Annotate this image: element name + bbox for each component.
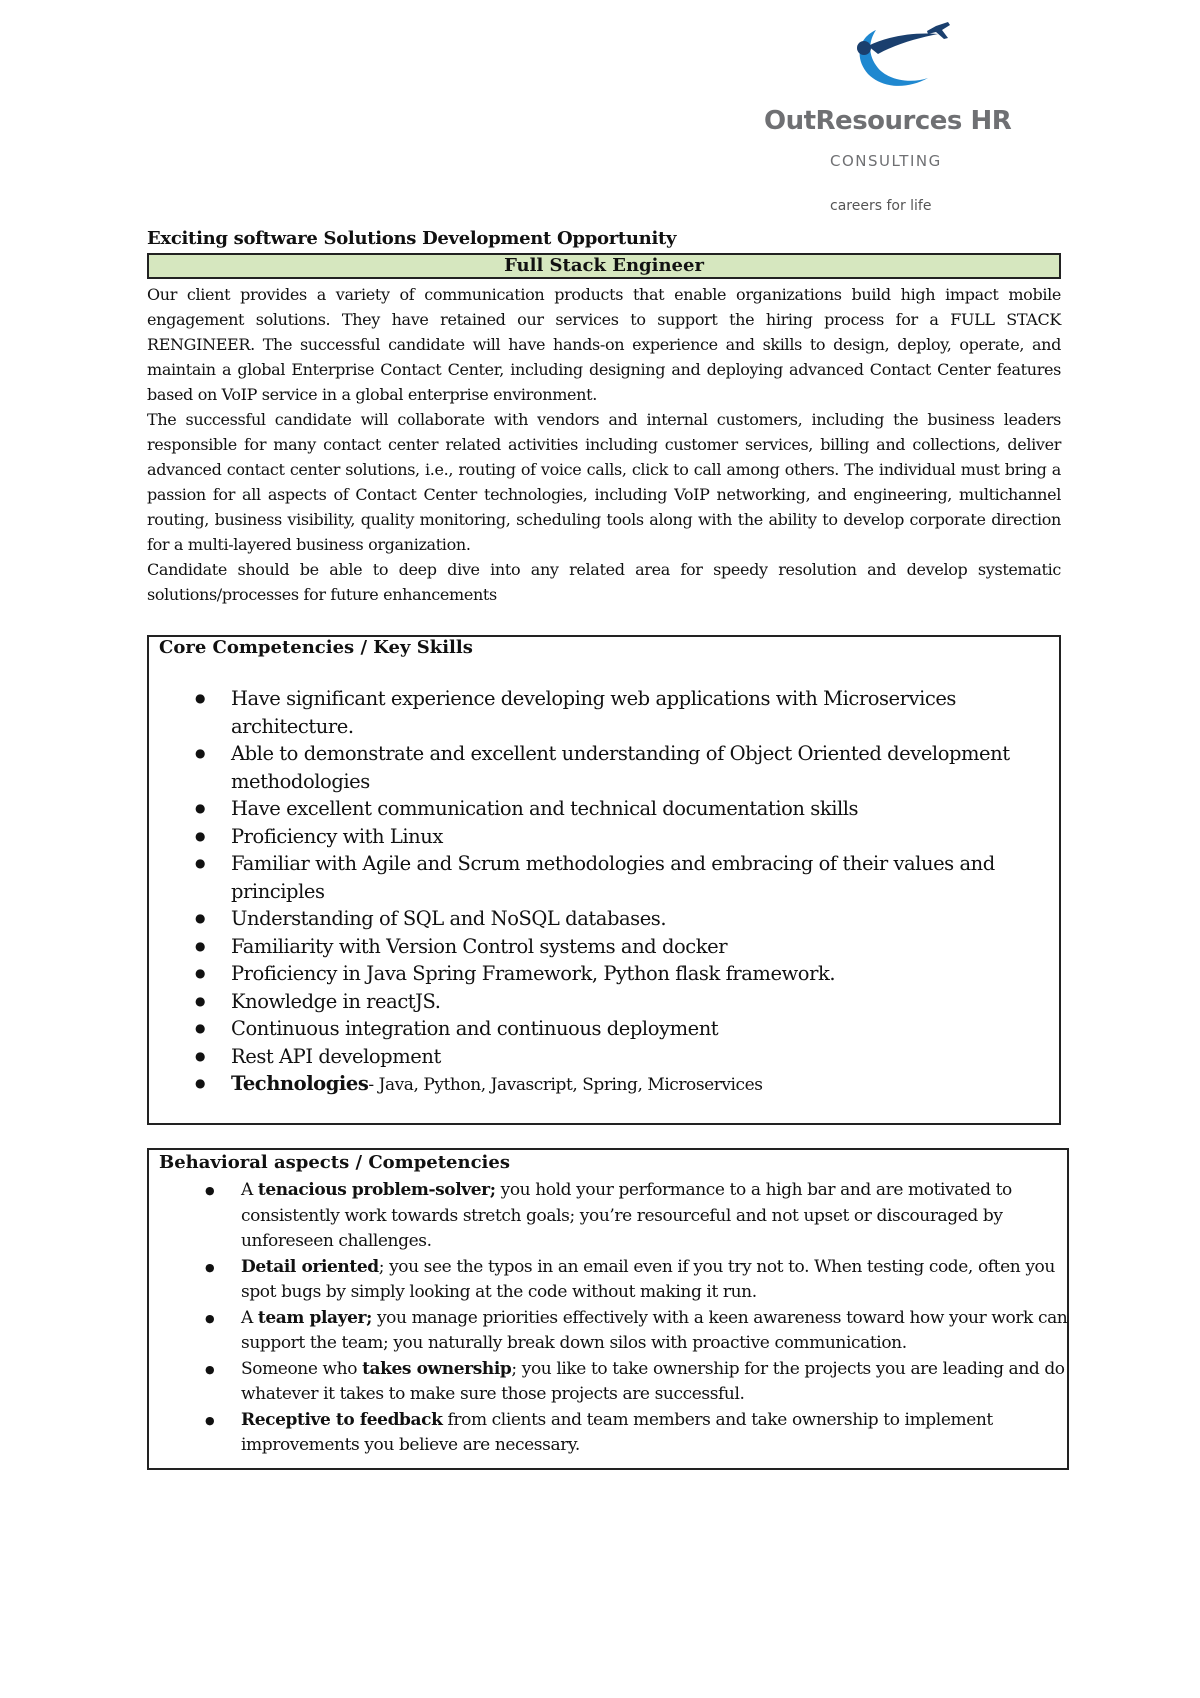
- list-item: [241, 1408, 1071, 1459]
- list-item-technologies: [231, 1070, 1031, 1100]
- core-competencies-box: [147, 635, 1061, 1125]
- item-highlight: takes ownership: [362, 1358, 512, 1379]
- technologies-label: Technologies: [231, 1072, 369, 1095]
- intro-paragraph-3: Candidate should be able to deep dive into any related area for speedy resolution and develop systematic solutions/processes for future enhancements: [147, 560, 1061, 604]
- item-prefix: A: [241, 1180, 258, 1200]
- intro-paragraph-2: The successful candidate will collaborate with vendors and internal customers, including the business leaders responsible for many contact center related activities including customer services, billing and collections, deliver advanced contact center solutions, i.e., routing of voice calls, click to call among others. The individual must bring a passion for all aspects of Contact Center technologies, including VoIP networking, and engineering, multichannel routing, business visibility, quality monitoring, scheduling tools along with the ability to develop corporate direction for a multi-layered business organization.: [147, 410, 1061, 554]
- list-item: ● Understanding of SQL and NoSQL databases.: [231, 905, 1031, 933]
- item-text: ; you see the typos in an email even if you try not to. When testing code, often you spot bugs by simply looking at the code without making it run.: [241, 1256, 1055, 1302]
- technologies-value: - Java, Python, Javascript, Spring, Microservices: [368, 1075, 763, 1095]
- list-item: ● Have significant experience developing web applications with Microservices architecture.: [231, 685, 1031, 740]
- list-item: ● Continuous integration and continuous deployment: [231, 1015, 1031, 1043]
- page-heading: Exciting software Solutions Development Opportunity: [147, 228, 677, 249]
- item-text: from clients and team members and take ownership to implement improvements you believe are necessary.: [241, 1409, 993, 1455]
- company-logo: [760, 18, 1030, 218]
- item-prefix: Someone who: [241, 1358, 363, 1379]
- job-title-bar: Full Stack Engineer: [147, 253, 1061, 279]
- behavioral-box: [147, 1148, 1069, 1470]
- list-item: [241, 1357, 1071, 1408]
- list-item: [241, 1255, 1071, 1306]
- list-item: ● Able to demonstrate and excellent understanding of Object Oriented development methodologies: [231, 740, 1031, 795]
- list-item: ● Familiar with Agile and Scrum methodologies and embracing of their values and principles: [231, 850, 1031, 905]
- airplane-swoosh-icon: [838, 18, 958, 108]
- core-competencies-title: Core Competencies / Key Skills: [159, 637, 473, 658]
- behavioral-list: [199, 1178, 1071, 1459]
- logo-brand-text: OutResources HR: [764, 106, 1012, 136]
- item-prefix: A: [241, 1307, 258, 1328]
- intro-section: [147, 282, 1061, 607]
- item-highlight: team player;: [257, 1307, 372, 1328]
- item-text: you manage priorities effectively with a keen awareness toward how your work can support the team; you naturally break down silos with proactive communication.: [241, 1307, 1068, 1353]
- behavioral-title: Behavioral aspects / Competencies: [159, 1152, 510, 1173]
- item-highlight: Detail oriented: [241, 1256, 379, 1277]
- item-highlight: Receptive to feedback: [241, 1409, 443, 1430]
- item-text: you hold your performance to a high bar and are motivated to consistently work towards stretch goals; you’re resourceful and not upset or discouraged by unforeseen challenges.: [241, 1180, 1012, 1251]
- list-item: ● Proficiency in Java Spring Framework, Python flask framework.: [231, 960, 1031, 988]
- item-text: ; you like to take ownership for the projects you are leading and do whatever it takes to make sure those projects are successful.: [241, 1358, 1065, 1404]
- list-item: [241, 1306, 1071, 1357]
- logo-tagline: careers for life: [830, 198, 932, 214]
- list-item: [241, 1178, 1071, 1255]
- list-item: ● Have excellent communication and technical documentation skills: [231, 795, 1031, 823]
- core-skills-list: [189, 685, 1031, 1100]
- list-item: ● Knowledge in reactJS.: [231, 988, 1031, 1016]
- list-item: ● Familiarity with Version Control systems and docker: [231, 933, 1031, 961]
- list-item: ● Proficiency with Linux: [231, 823, 1031, 851]
- intro-paragraph-1: Our client provides a variety of communication products that enable organizations build high impact mobile engagement solutions. They have retained our services to support the hiring process for a FULL STACK RENGINEER. The successful candidate will have hands-on experience and skills to design, deploy, operate, and maintain a global Enterprise Contact Center, including designing and deploying advanced Contact Center features based on VoIP service in a global enterprise environment.: [147, 285, 1061, 404]
- list-item: ● Rest API development: [231, 1043, 1031, 1071]
- logo-subtitle: CONSULTING: [830, 152, 942, 170]
- item-highlight: tenacious problem-solver;: [257, 1180, 496, 1200]
